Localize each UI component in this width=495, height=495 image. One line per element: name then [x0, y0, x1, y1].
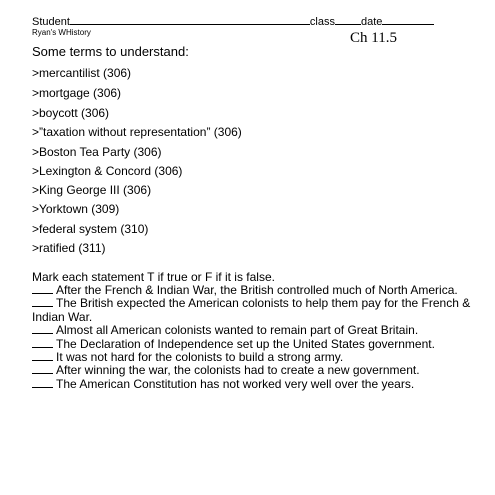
answer-blank[interactable] [32, 364, 53, 374]
quiz-statement [32, 338, 472, 351]
term-item: >”taxation without representation” (306) [32, 125, 242, 139]
statement-text: After the French & Indian War, the British controlled much of North America. [56, 283, 458, 297]
quiz-statement [32, 297, 472, 324]
quiz-instructions: Mark each statement T if true or F if it is false. [32, 270, 275, 284]
statement-text: After winning the war, the colonists had to create a new government. [56, 363, 420, 378]
answer-blank[interactable] [32, 284, 53, 294]
terms-heading: Some terms to understand: [32, 44, 189, 59]
class-label: class [309, 16, 335, 28]
statement-text: It was not hard for the colonists to build a strong army. [56, 350, 344, 365]
answer-blank[interactable] [32, 351, 53, 361]
quiz-statement [32, 324, 472, 337]
term-item: >mortgage (306) [32, 86, 122, 100]
statement-text: The Declaration of Independence set up the United States government. [56, 336, 435, 351]
term-item: >Lexington & Concord (306) [32, 164, 183, 178]
term-item: >ratified (311) [32, 241, 106, 255]
quiz-statement [32, 378, 472, 391]
term-item: >boycott (306) [32, 106, 110, 120]
term-item: >mercantilist (306) [32, 66, 132, 80]
answer-blank[interactable] [32, 324, 53, 334]
answer-blank[interactable] [32, 378, 53, 388]
quiz-statement [32, 364, 472, 377]
term-item: >federal system (310) [32, 222, 149, 236]
term-item: >Yorktown (309) [32, 202, 120, 216]
student-label: Student [32, 16, 70, 28]
quiz-statement [32, 284, 472, 297]
date-blank [382, 14, 434, 25]
student-name-blank [70, 14, 310, 25]
term-item: >King George III (306) [32, 183, 152, 197]
statement-text: Almost all American colonists wanted to remain part of Great Britain. [56, 323, 419, 338]
quiz-statement [32, 351, 472, 364]
quiz-statements [32, 284, 472, 391]
class-blank [335, 14, 361, 25]
date-label: date [360, 16, 383, 28]
answer-blank[interactable] [32, 338, 53, 348]
term-item: >Boston Tea Party (306) [32, 145, 162, 159]
header-row [32, 14, 472, 29]
course-name: Ryan's WHistory [32, 28, 91, 37]
statement-text: The American Constitution has not worked very well over the years. [56, 376, 415, 391]
answer-blank[interactable] [32, 297, 53, 307]
statement-text: The British expected the American colonists to help them pay for the French & Indian War. [32, 296, 471, 324]
chapter-title: Ch 11.5 [350, 30, 397, 46]
